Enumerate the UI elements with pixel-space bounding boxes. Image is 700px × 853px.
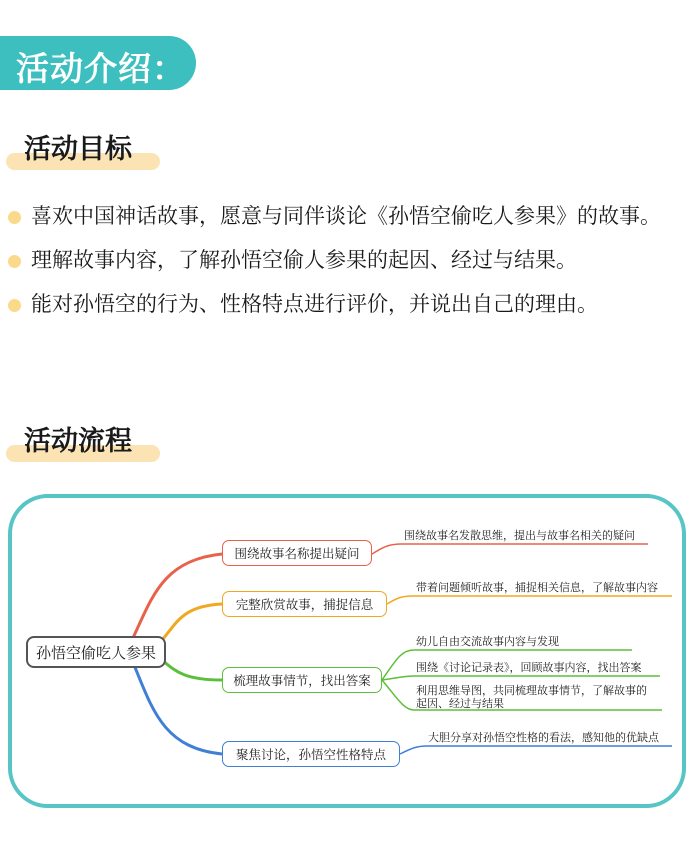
intro-banner xyxy=(0,36,196,90)
mindmap-branch xyxy=(222,741,400,767)
goal-text: 理解故事内容，了解孙悟空偷人参果的起因、经过与结果。 xyxy=(31,248,577,272)
goals-list xyxy=(0,200,700,332)
bullet-dot-icon xyxy=(8,299,21,312)
goal-text: 喜欢中国神话故事，愿意与同伴谈论《孙悟空偷吃人参果》的故事。 xyxy=(31,204,661,228)
intro-banner-title: 活动介绍： xyxy=(16,49,186,88)
goal-item xyxy=(0,200,700,232)
root-label: 孙悟空偷吃人参果 xyxy=(35,643,156,662)
mindmap-leaf: 围绕《讨论记录表》，回顾故事内容，找出答案 xyxy=(416,661,642,674)
mindmap-leaf: 带着问题倾听故事，捕捉相关信息，了解故事内容 xyxy=(416,581,658,594)
mindmap-leaf: 围绕故事名发散思维，提出与故事名相关的疑问 xyxy=(404,529,635,542)
goal-item xyxy=(0,244,700,276)
mindmap-branch xyxy=(222,667,382,693)
mindmap-leaf: 起因、经过与结果 xyxy=(416,697,504,710)
mindmap-branch xyxy=(222,540,372,566)
goal-item xyxy=(0,288,700,320)
mindmap-leaf: 大胆分享对孙悟空性格的看法，感知他的优缺点 xyxy=(428,731,659,744)
mindmap-panel xyxy=(8,494,686,808)
branch-label: 围绕故事名称提出疑问 xyxy=(234,546,360,561)
goals-title-text: 活动目标 xyxy=(24,134,132,165)
flow-title-text: 活动流程 xyxy=(24,426,132,457)
goal-text: 能对孙悟空的行为、性格特点进行评价，并说出自己的理由。 xyxy=(31,292,598,316)
branch-label: 聚焦讨论，孙悟空性格特点 xyxy=(235,747,386,762)
bullet-dot-icon xyxy=(8,255,21,268)
branch-label: 梳理故事情节，找出答案 xyxy=(233,673,371,688)
mindmap-leaf: 幼儿自由交流故事内容与发现 xyxy=(416,635,559,648)
mindmap-branch xyxy=(222,591,387,617)
flow-section-title xyxy=(6,424,132,464)
mindmap-leaf: 利用思维导图，共同梳理故事情节，了解故事的 xyxy=(416,684,647,697)
bullet-dot-icon xyxy=(8,211,21,224)
goals-section-title xyxy=(6,132,132,172)
branch-label: 完整欣赏故事，捕捉信息 xyxy=(235,597,374,612)
mindmap-root xyxy=(26,636,166,668)
